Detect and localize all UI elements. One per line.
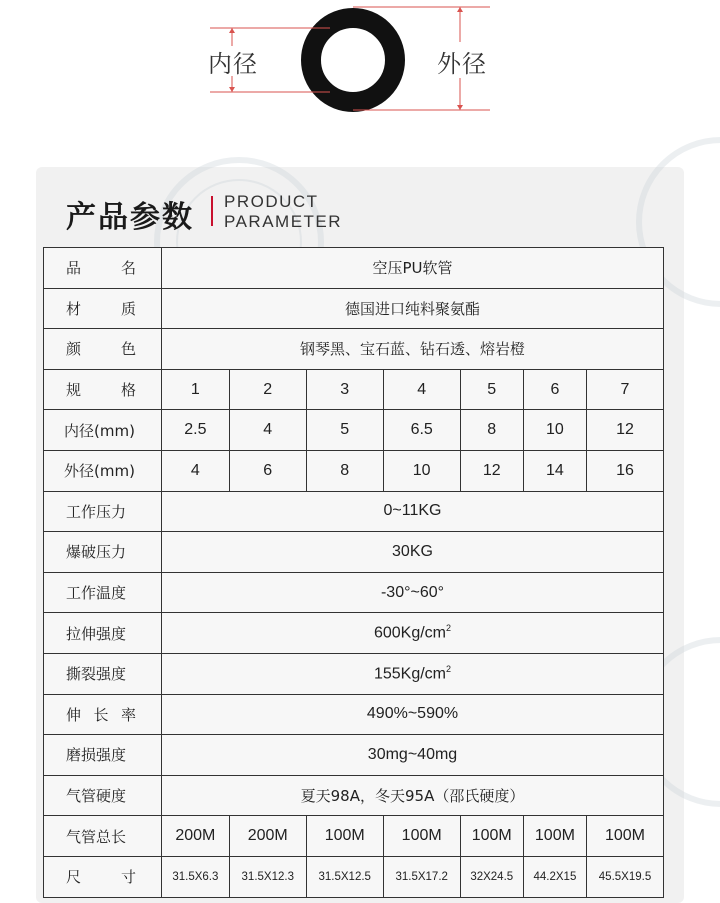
tube-diagram (0, 0, 720, 130)
product-name-value: 空压PU软管 (162, 248, 664, 289)
outer-diameter-cell: 14 (523, 450, 586, 491)
outer-diameter-label: 外径 (437, 50, 487, 78)
label-char: 材 (66, 299, 82, 318)
table-row-spec (44, 369, 664, 410)
size-cell: 44.2X15 (523, 856, 586, 897)
row-label: 撕裂强度 (44, 653, 162, 694)
working-pressure-value: 0~11KG (162, 491, 664, 532)
row-label: 工作压力 (44, 491, 162, 532)
table-row-hardness (44, 775, 664, 816)
tear-strength-text: 155Kg/cm (373, 665, 447, 683)
spec-cell: 5 (460, 369, 523, 410)
inner-diameter-cell: 8 (460, 410, 523, 451)
section-title: 产品参数 (66, 200, 194, 235)
outer-diameter-cell: 12 (460, 450, 523, 491)
row-label: 磨损强度 (44, 735, 162, 776)
row-label: 拉伸强度 (44, 613, 162, 654)
spec-cell: 7 (587, 369, 664, 410)
label-char: 色 (120, 340, 136, 359)
table-row-outer-diameter (44, 450, 664, 491)
tube-cross-section-icon (0, 0, 720, 130)
section-title-en-line1: PRODUCT (224, 192, 319, 211)
outer-diameter-cell: 16 (587, 450, 664, 491)
table-row-size (44, 856, 664, 897)
table-row-tensile-strength (44, 613, 664, 654)
table-row-burst-pressure (44, 532, 664, 573)
hardness-value: 夏天98A，冬天95A（邵氏硬度） (162, 775, 664, 816)
row-label (44, 856, 162, 897)
table-row-elongation (44, 694, 664, 735)
label-char: 长 (93, 705, 109, 724)
total-length-cell: 100M (587, 816, 664, 857)
spec-cell: 2 (229, 369, 306, 410)
row-label: 内径(mm) (44, 410, 162, 451)
row-label: 气管总长 (44, 816, 162, 857)
tear-strength-sup: 2 (446, 664, 452, 675)
row-label (44, 248, 162, 289)
label-char: 尺 (66, 868, 82, 887)
total-length-cell: 100M (523, 816, 586, 857)
section-title-en-line2: PARAMETER (224, 212, 343, 231)
table-row-abrasion (44, 735, 664, 776)
row-label (44, 369, 162, 410)
burst-pressure-value: 30KG (162, 532, 664, 573)
parameter-table (43, 247, 664, 898)
total-length-cell: 200M (229, 816, 306, 857)
table-row-name (44, 248, 664, 289)
table-row-working-temp (44, 572, 664, 613)
table-row-total-length (44, 816, 664, 857)
table-row-color (44, 329, 664, 370)
inner-diameter-cell: 4 (229, 410, 306, 451)
tensile-strength-sup: 2 (446, 623, 452, 634)
inner-diameter-cell: 5 (306, 410, 383, 451)
row-label: 爆破压力 (44, 532, 162, 573)
row-label: 气管硬度 (44, 775, 162, 816)
label-char: 颜 (66, 340, 82, 359)
inner-diameter-label: 内径 (208, 50, 258, 78)
inner-diameter-cell: 12 (587, 410, 664, 451)
row-label: 工作温度 (44, 572, 162, 613)
color-value: 钢琴黑、宝石蓝、钻石透、熔岩橙 (162, 329, 664, 370)
label-char: 格 (120, 381, 136, 400)
spec-cell: 6 (523, 369, 586, 410)
total-length-cell: 200M (162, 816, 230, 857)
tear-strength-value (162, 653, 664, 694)
spec-cell: 4 (383, 369, 460, 410)
elongation-value: 490%~590% (162, 694, 664, 735)
title-divider (211, 196, 213, 226)
total-length-cell: 100M (460, 816, 523, 857)
row-label: 外径(mm) (44, 450, 162, 491)
outer-diameter-cell: 6 (229, 450, 306, 491)
size-cell: 31.5X12.5 (306, 856, 383, 897)
label-char: 伸 (66, 705, 82, 724)
size-cell: 31.5X17.2 (383, 856, 460, 897)
size-cell: 45.5X19.5 (587, 856, 664, 897)
total-length-cell: 100M (383, 816, 460, 857)
size-cell: 32X24.5 (460, 856, 523, 897)
size-cell: 31.5X6.3 (162, 856, 230, 897)
table-row-inner-diameter (44, 410, 664, 451)
inner-diameter-cell: 6.5 (383, 410, 460, 451)
label-char: 规 (66, 381, 82, 400)
label-char: 率 (120, 705, 136, 724)
table-row-material (44, 288, 664, 329)
tensile-strength-text: 600Kg/cm (373, 624, 447, 642)
inner-diameter-cell: 10 (523, 410, 586, 451)
total-length-cell: 100M (306, 816, 383, 857)
spec-cell: 3 (306, 369, 383, 410)
outer-diameter-cell: 8 (306, 450, 383, 491)
tensile-strength-value (162, 613, 664, 654)
outer-diameter-cell: 10 (383, 450, 460, 491)
table-row-tear-strength (44, 653, 664, 694)
label-char: 寸 (120, 868, 136, 887)
row-label (44, 329, 162, 370)
label-char: 名 (120, 259, 136, 278)
abrasion-value: 30mg~40mg (162, 735, 664, 776)
spec-cell: 1 (162, 369, 230, 410)
row-label (44, 288, 162, 329)
size-cell: 31.5X12.3 (229, 856, 306, 897)
material-value: 德国进口纯料聚氨酯 (162, 288, 664, 329)
table-row-working-pressure (44, 491, 664, 532)
label-char: 品 (66, 259, 82, 278)
label-char: 质 (120, 299, 136, 318)
working-temp-value: -30°~60° (162, 572, 664, 613)
inner-diameter-cell: 2.5 (162, 410, 230, 451)
row-label (44, 694, 162, 735)
outer-diameter-cell: 4 (162, 450, 230, 491)
